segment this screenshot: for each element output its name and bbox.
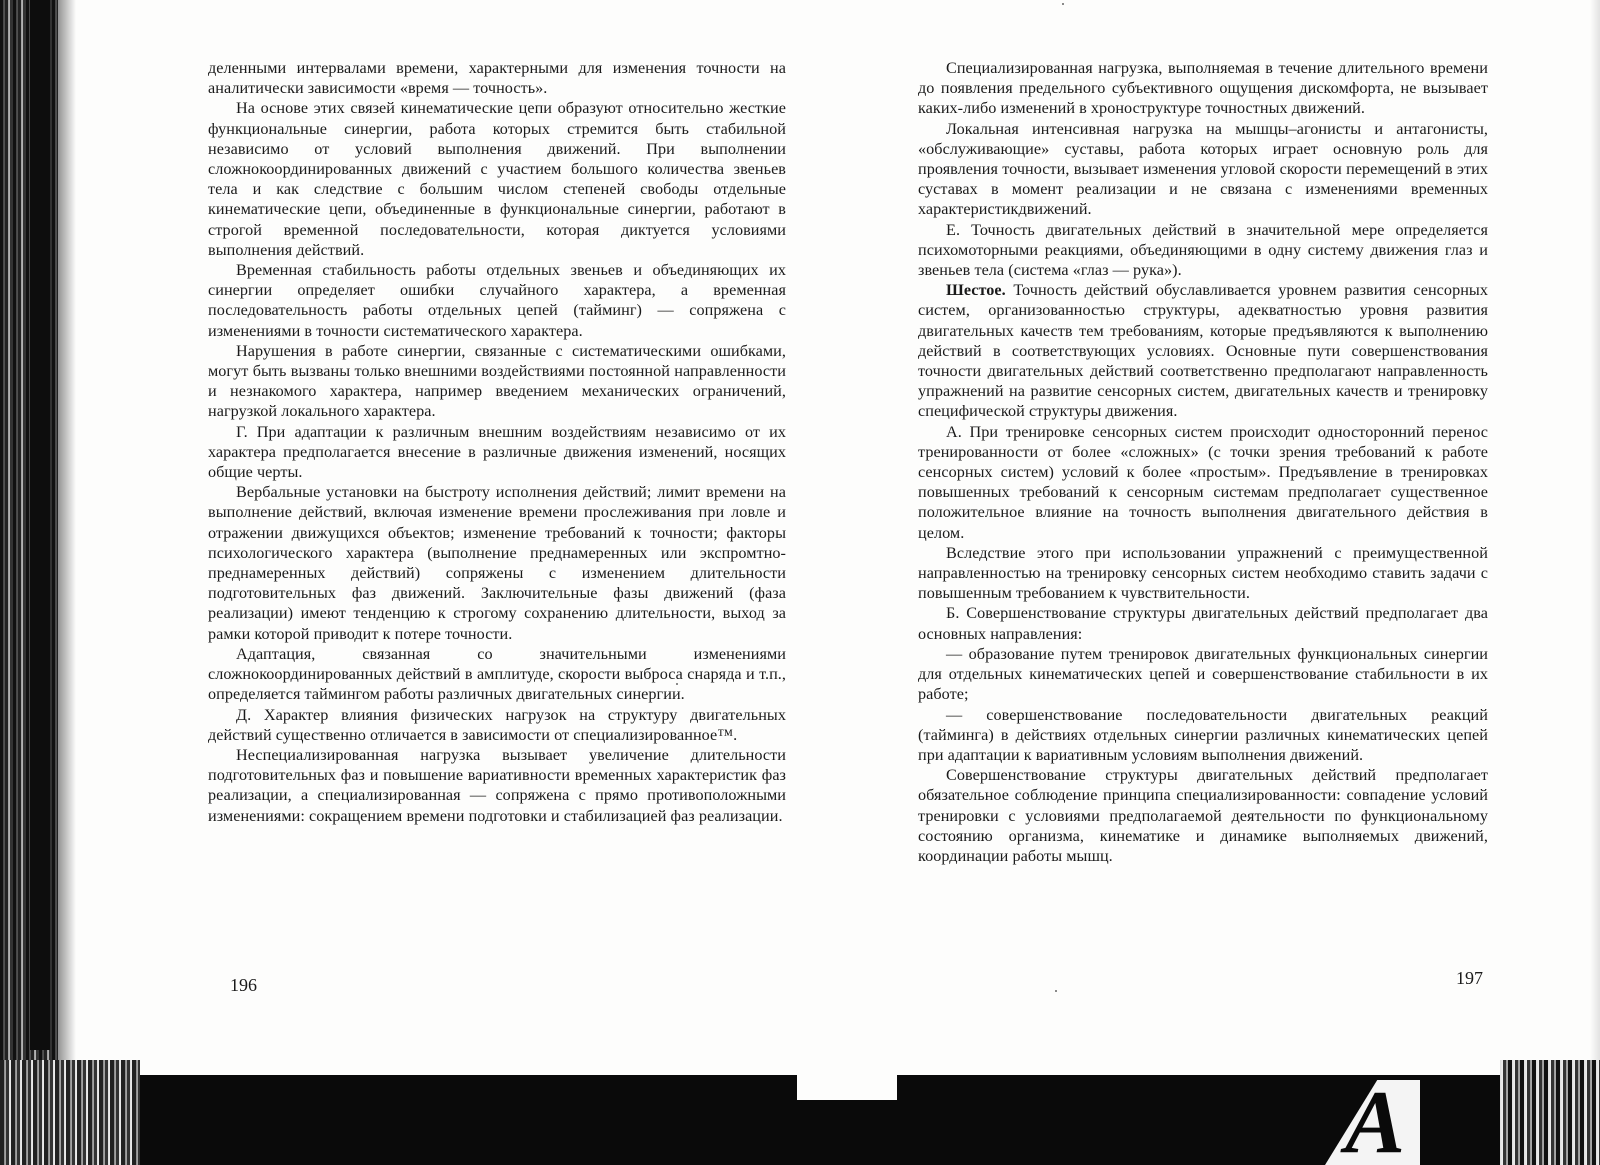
paragraph: Д. Характер влияния физических нагрузок на структуру двигательных действий существенно отличается в зависимости от специализированное™. (208, 705, 786, 744)
right-page (918, 58, 1488, 866)
bottom-notch (797, 1060, 897, 1100)
paragraph: Нарушения в работе синергии, связанные с систематическими ошибками, могут быть вызваны только внешними воздействиями постоянной направленности и незнакомого характера, например введением механических ограничений, нагрузкой локального характера. (208, 341, 786, 421)
paragraph: Специализированная нагрузка, выполняемая в течение длительного времени до появления предельного субъективного ощущения дискомфорта, не вызывает каких-либо изменений в хроноструктуре точностных движений. (918, 59, 1488, 118)
scan-artifact-letter: A (1345, 1073, 1406, 1165)
paragraph: Вследствие этого при использовании упражнений с преимущественной направленностью на тренировку сенсорных систем необходимо ставить задачи с повышенным требованием к чувствительности. (918, 543, 1488, 603)
page-number-left: 196 (230, 975, 257, 995)
left-binding-shadow (30, 0, 50, 1050)
paragraph: Г. При адаптации к различным внешним воздействиям независимо от их характера предполагается внесение в различные движения изменений, носящих общие черты. (208, 422, 786, 482)
left-page (208, 58, 786, 826)
bold-lead: Шестое. (946, 281, 1006, 300)
paragraph: Адаптация, связанная со значительными изменениями сложнокоординированных действий в амплитуде, скорости выброса снаряда и т.п., определяется таймингом работы различных двигательных синергии. (208, 644, 786, 704)
paragraph-text: Точность действий обуславливается уровнем развития сенсорных систем, организованностью структуры, адекватностью уровня развития двигательных качеств тем требованиям, которые предъявляются к выполнению действий в соответствующих условиях. Основные пути совершенствования точности двигательных действий соответственно предполагают направленность упражнений на развитие сенсорных систем, двигательных качеств и тренировку специфической структуры движения. (918, 281, 1488, 421)
paragraph: Локальная интенсивная нагрузка на мышцы–агонисты и антагонисты, «обслуживающие» суставы, работа которых играет основную роль для проявления точности, вызывает изменения угловой скорости перемещений в этих суставах в момент реализации и не связана с изменениями временных характеристикдвижений. (918, 119, 1488, 219)
paragraph: — образование путем тренировок двигательных функциональных синергии для отдельных кинематических цепей и совершенствование стабильности в их работе; (918, 644, 1488, 704)
paragraph-sixth (918, 280, 1488, 421)
paragraph: Б. Совершенствование структуры двигательных действий предполагает два основных направления: (918, 604, 1488, 643)
paragraph: — совершенствование последовательности двигательных реакций (тайминга) в действиях отдельных синергии различных кинематических цепей при адаптации к вариативным условиям выполнения движений. (918, 705, 1488, 764)
paragraph: Временная стабильность работы отдельных звеньев и объединяющих их синергии определяет ошибки случайного характера, а временная последовательность работы отдельных цепей (тайминг) — сопряжена с изменениями в точности систематического характера. (208, 261, 786, 340)
right-scan-edge (1590, 0, 1600, 1165)
page-number-right: 197 (1456, 968, 1483, 988)
dust-speck (1055, 990, 1057, 992)
paragraph: На основе этих связей кинематические цепи образуют относительно жесткие функциональные синергии, работа которых стремится быть стабильной независимо от условий выполнения движений. При выполнении сложнокоординированных движений с участием большого количества звеньев тела и как следствие с большим числом степеней свободы отдельные кинематические цепи, объединенные в функциональные синергии, работают в строгой временной последовательности, которая диктуется условиями выполнения действий. (208, 99, 786, 259)
bottom-right-scan-noise (1500, 1060, 1600, 1165)
paragraph: Е. Точность двигательных действий в значительной мере определяется психомоторными реакциями, объединяющими в одну систему движения глаз и звеньев тела (система «глаз — рука»). (918, 220, 1488, 280)
paragraph: Совершенствование структуры двигательных действий предполагает обязательное соблюдение принципа специализированности: совпадение условий тренировки с условиями предполагаемой деятельности по функциональному состоянию организма, кинематике и динамике выполняемых движений, координации работы мышц. (918, 766, 1488, 865)
paragraph: Вербальные установки на быстроту исполнения действий; лимит времени на выполнение действий, включая изменение времени прослеживания при ловле и отражении движущихся объектов; изменение требований к точности; факторы психологического характера (выполнение преднамеренных или экспромтно-преднамеренных действий) сопряжены с изменением длительности подготовительных фаз движений. Заключительные фазы движений (фаза реализации) имеют тенденцию к строгому сохранению длительности, выход за рамки которой приводит к потере точности. (208, 483, 786, 643)
dust-speck (676, 683, 678, 685)
paragraph: Неспециализированная нагрузка вызывает увеличение длительности подготовительных фаз и повышение вариативности временных характеристик фаз реализации, а специализированная — сопряжена с прямо противоположными изменениями: сокращением времени подготовки и стабилизацией фаз реализации. (208, 745, 786, 825)
bottom-left-scan-noise (0, 1060, 140, 1165)
paragraph: деленными интервалами времени, характерными для изменения точности на аналитически зависимости «время — точность». (208, 59, 786, 98)
paragraph: А. При тренировке сенсорных систем происходит односторонний перенос тренированности от более «сложных» (с точки зрения требований к работе сенсорных систем) условий к более «простым». Предъявление в тренировках повышенных требований к сенсорным системам предполагает существенное положительное влияние на точность выполнения двигательного действия в целом. (918, 422, 1488, 542)
dust-speck (1062, 3, 1064, 5)
